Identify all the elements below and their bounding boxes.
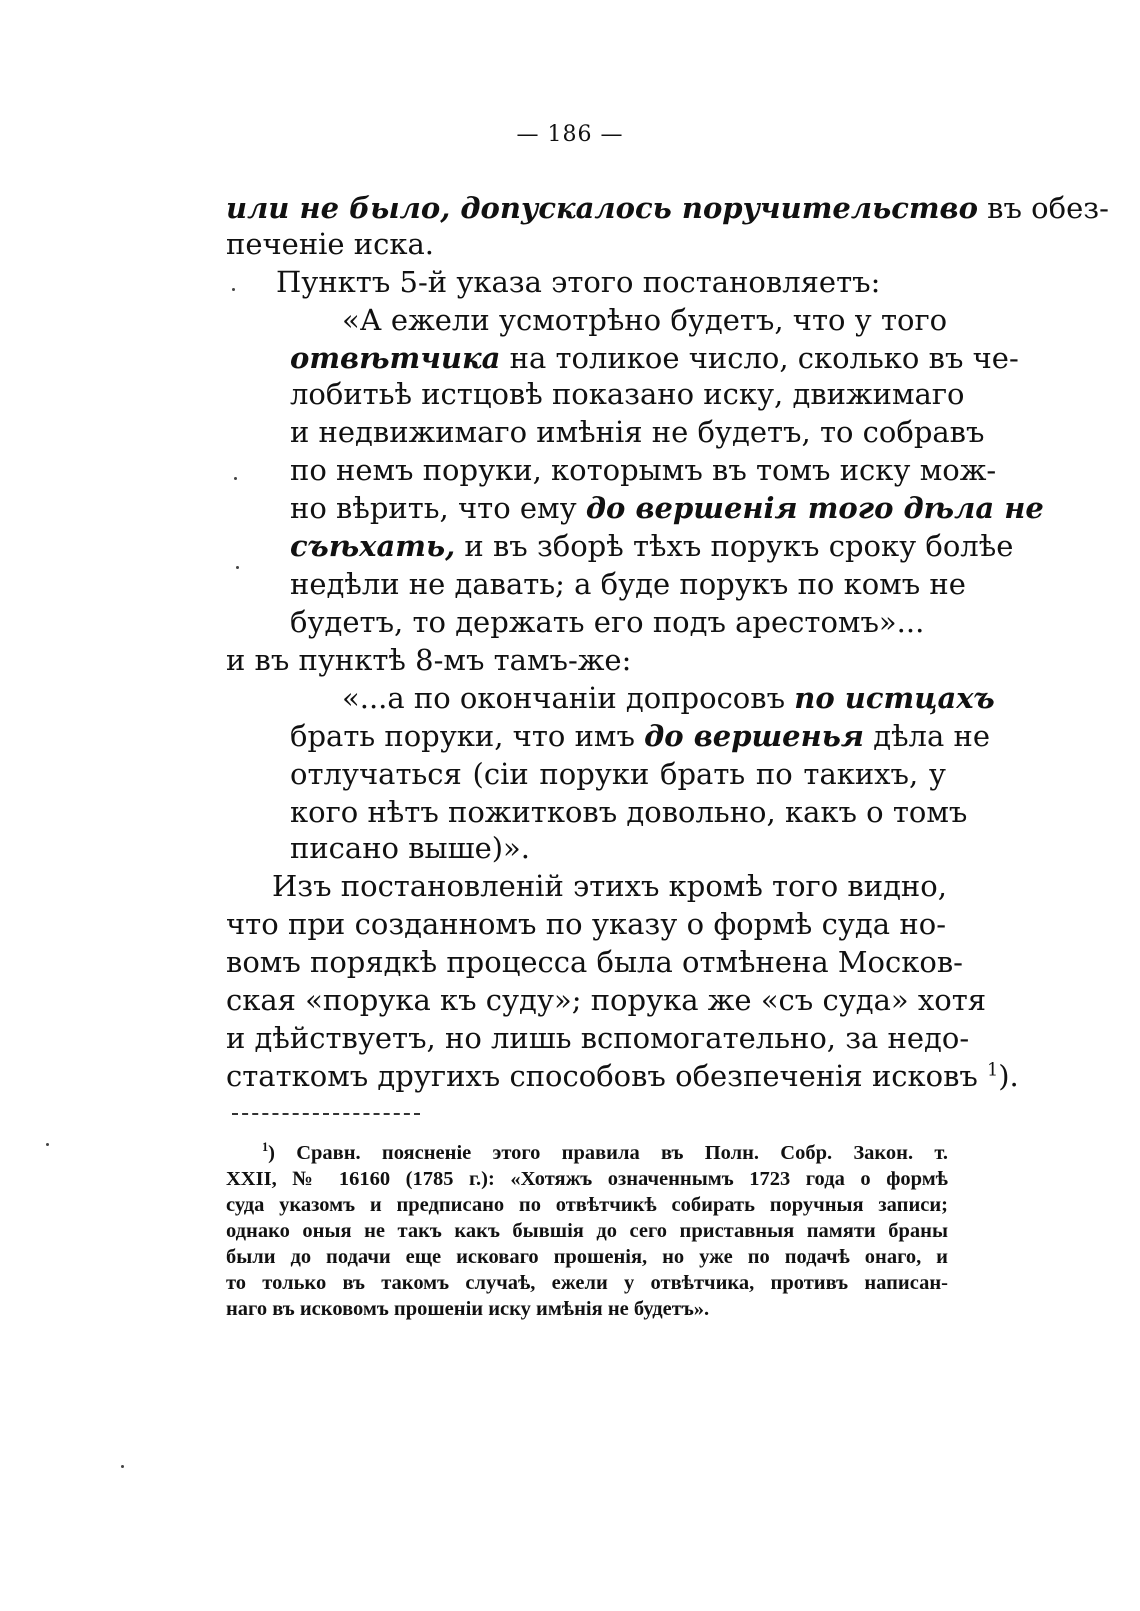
- quote-line-6: [290, 490, 1044, 526]
- quote2-line-1: [342, 680, 995, 716]
- scan-speck: [46, 1143, 49, 1146]
- para-line-3: вомъ порядкѣ процесса была отмѣнена Москов-: [226, 945, 963, 979]
- quote2-line-4: кого нѣтъ пожитковъ довольно, какъ о томъ: [290, 795, 968, 829]
- emphasis-suretyship: или не было, допускалось поручительство: [226, 191, 978, 225]
- quote2-line-3: отлучаться (сіи поруки брать по такихъ, у: [290, 757, 946, 791]
- emphasis-defendant: отвѣтчика: [290, 341, 501, 375]
- text-line-13: и въ пунктѣ 8-мъ тамъ-же:: [226, 643, 632, 677]
- scan-speck: [121, 1465, 124, 1468]
- text-line-2: печеніе иска.: [226, 227, 435, 261]
- quote-line-8: недѣли не давать; а буде порукъ по комъ не: [290, 567, 966, 601]
- text-line-3: Пунктъ 5-й указа этого постановляетъ:: [276, 265, 881, 299]
- quote2-line-2-rest: дѣла не: [864, 719, 990, 753]
- quote-line-4: и недвижимаго имѣнія не будетъ, то собравъ: [290, 415, 985, 449]
- quote-line-9: будетъ, то держать его подъ арестомъ»...: [290, 605, 925, 639]
- footnote-line-7: наго въ исковомъ прошеніи иску имѣнія не будетъ».: [226, 1298, 710, 1320]
- emphasis-plaintiffs: по истцахъ: [794, 681, 995, 715]
- line-1-rest: въ обез-: [977, 191, 1109, 225]
- quote-line-2: [290, 340, 1019, 376]
- quote-line-2-rest: на толикое число, сколько въ че-: [500, 341, 1019, 375]
- quote-line-3: лобитьѣ истцовѣ показано иску, движимаго: [290, 377, 965, 411]
- para-line-5: и дѣйствуетъ, но лишь вспомогательно, за недо-: [226, 1021, 970, 1055]
- footnote-ref: 1: [987, 1060, 999, 1081]
- para-line-4: ская «порука къ суду»; порука же «съ суда» хотя: [226, 983, 987, 1017]
- quote2-line-2-pre: брать поруки, что имъ: [290, 719, 645, 753]
- quote2-line-1-pre: «...а по окончаніи допросовъ: [342, 681, 795, 715]
- footnote-line-1: [262, 1140, 948, 1166]
- para-line-6: [226, 1058, 1019, 1094]
- scan-speck: [236, 566, 239, 569]
- emphasis-leave: съѣхать,: [290, 529, 456, 563]
- footnote-line-3: суда указомъ и предписано по отвѣтчикѣ собирать поручныя записи;: [226, 1194, 948, 1216]
- footnote-marker: 1: [262, 1140, 269, 1155]
- emphasis-until-decision: до вершенія того дѣла не: [585, 491, 1044, 525]
- page-number: — 186 —: [516, 122, 624, 147]
- footnote-line-1-text: ) Сравн. поясненіе этого правила въ Полн. Собр. Закон. т.: [268, 1142, 948, 1164]
- quote-line-5: по немъ поруки, которымъ въ томъ иску мож-: [290, 453, 997, 487]
- quote-line-1: «А ежели усмотрѣно будетъ, что у того: [342, 303, 948, 337]
- footnote-line-5: были до подачи еще исковаго прошенія, но уже по подачѣ онаго, и: [226, 1246, 948, 1268]
- para-line-6-end: ).: [998, 1059, 1019, 1093]
- para-line-2: что при созданномъ по указу о формѣ суда но-: [226, 907, 946, 941]
- quote-line-6-pre: но вѣрить, что ему: [290, 491, 586, 525]
- text-line-1: [226, 190, 1109, 226]
- footnote-line-2: XXII, № 16160 (1785 г.): «Хотяжъ означеннымъ 1723 года о формѣ: [226, 1168, 948, 1190]
- footnote-line-6: то только въ такомъ случаѣ, ежели у отвѣтчика, противъ написан-: [226, 1272, 948, 1294]
- para-line-1: Изъ постановленій этихъ кромѣ того видно,: [272, 869, 947, 903]
- footnote-line-4: однако оныя не такъ какъ бывшія до сего приставныя памяти браны: [226, 1220, 948, 1242]
- quote2-line-2: [290, 718, 990, 754]
- quote-line-7: [290, 528, 1014, 564]
- quote2-line-5: писано выше)».: [290, 831, 531, 865]
- scan-speck: [234, 477, 237, 480]
- emphasis-until-decision-2: до вершенья: [644, 719, 864, 753]
- para-line-6-text: статкомъ другихъ способовъ обезпеченія исковъ: [226, 1059, 988, 1093]
- quote-line-7-rest: и въ зборѣ тѣхъ порукъ сроку болѣе: [455, 529, 1014, 563]
- scan-speck: [232, 288, 235, 291]
- footnote-separator: [232, 1113, 420, 1115]
